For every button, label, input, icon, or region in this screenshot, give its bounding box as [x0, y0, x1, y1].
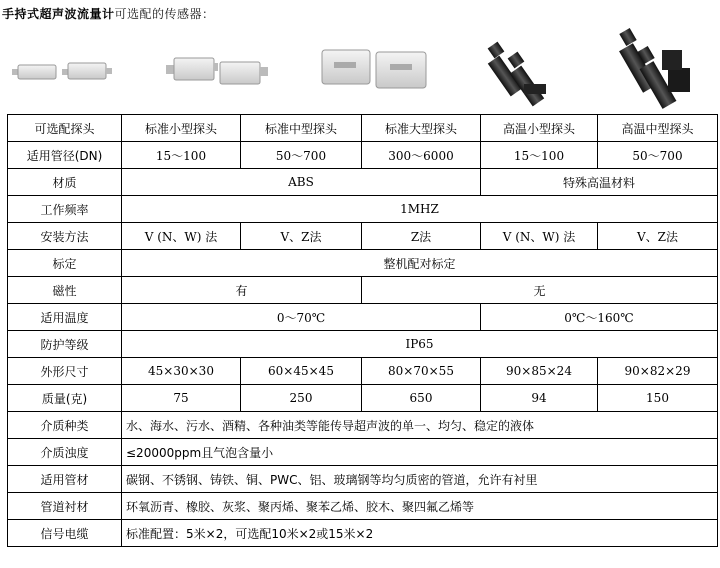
- table-cell: 300～6000: [362, 142, 481, 169]
- table-row: [8, 223, 718, 250]
- table-row: [8, 385, 718, 412]
- column-header: 标准大型探头: [362, 115, 481, 142]
- table-cell: 有: [122, 277, 362, 304]
- table-cell: 环氧沥青、橡胶、灰浆、聚丙烯、聚苯乙烯、胶木、聚四氟乙烯等: [122, 493, 718, 520]
- sensor-large-standard: [322, 50, 426, 88]
- table-cell: 0～70℃: [122, 304, 481, 331]
- table-cell: 45×30×30: [122, 358, 241, 385]
- row-label: 适用管材: [8, 466, 122, 493]
- row-label: 介质种类: [8, 412, 122, 439]
- table-row: [8, 196, 718, 223]
- table-row: [8, 250, 718, 277]
- table-cell: 1MHZ: [122, 196, 718, 223]
- table-cell: 水、海水、污水、酒精、各种油类等能传导超声波的单一、均匀、稳定的液体: [122, 412, 718, 439]
- page-title: [2, 5, 215, 22]
- row-label: 质量(克): [8, 385, 122, 412]
- title-rest: 可选配的传感器：: [114, 7, 215, 21]
- table-cell: 60×45×45: [241, 358, 362, 385]
- table-cell: V、Z法: [241, 223, 362, 250]
- sensor-small-hightemp: [488, 42, 546, 107]
- sensor-medium-hightemp: [619, 28, 690, 109]
- column-header: 标准小型探头: [122, 115, 241, 142]
- column-header: 标准中型探头: [241, 115, 362, 142]
- table-cell: 50～700: [598, 142, 718, 169]
- table-cell: 94: [481, 385, 598, 412]
- table-cell: 无: [362, 277, 718, 304]
- table-row: [8, 304, 718, 331]
- column-header: 高温小型探头: [481, 115, 598, 142]
- table-row: [8, 358, 718, 385]
- sensor-small-standard: [12, 63, 112, 79]
- sensor-spec-table: [7, 114, 718, 547]
- table-cell: 碳钢、不锈钢、铸铁、铜、PWC、铝、玻璃钢等均匀质密的管道，允许有衬里: [122, 466, 718, 493]
- row-label: 信号电缆: [8, 520, 122, 547]
- table-cell: V、Z法: [598, 223, 718, 250]
- table-cell: ABS: [122, 169, 481, 196]
- table-cell: 150: [598, 385, 718, 412]
- table-row: [8, 493, 718, 520]
- sensor-medium-standard: [166, 58, 268, 84]
- table-cell: V (N、W) 法: [122, 223, 241, 250]
- table-row: [8, 520, 718, 547]
- row-label: 工作频率: [8, 196, 122, 223]
- row-label: 介质浊度: [8, 439, 122, 466]
- row-label: 安装方法: [8, 223, 122, 250]
- table-cell: V (N、W) 法: [481, 223, 598, 250]
- row-label: 可选配探头: [8, 115, 122, 142]
- row-label: 标定: [8, 250, 122, 277]
- row-label: 适用温度: [8, 304, 122, 331]
- sensor-photos: [0, 22, 720, 114]
- row-label: 磁性: [8, 277, 122, 304]
- table-cell: 特殊高温材料: [481, 169, 718, 196]
- table-cell: 250: [241, 385, 362, 412]
- table-cell: 75: [122, 385, 241, 412]
- table-row: [8, 466, 718, 493]
- table-cell: ≤20000ppm且气泡含量小: [122, 439, 718, 466]
- row-label: 外形尺寸: [8, 358, 122, 385]
- table-cell: Z法: [362, 223, 481, 250]
- table-row: [8, 331, 718, 358]
- title-bold: 手持式超声波流量计: [2, 7, 115, 21]
- row-label: 管道衬材: [8, 493, 122, 520]
- table-row: [8, 439, 718, 466]
- table-row: [8, 169, 718, 196]
- table-cell: 15～100: [122, 142, 241, 169]
- table-cell: 650: [362, 385, 481, 412]
- table-cell: 50～700: [241, 142, 362, 169]
- column-header: 高温中型探头: [598, 115, 718, 142]
- table-cell: IP65: [122, 331, 718, 358]
- table-cell: 整机配对标定: [122, 250, 718, 277]
- table-cell: 90×82×29: [598, 358, 718, 385]
- table-cell: 标准配置：5米×2，可选配10米×2或15米×2: [122, 520, 718, 547]
- table-cell: 80×70×55: [362, 358, 481, 385]
- table-row: [8, 277, 718, 304]
- row-label: 防护等级: [8, 331, 122, 358]
- table-row: [8, 412, 718, 439]
- table-cell: 0℃～160℃: [481, 304, 718, 331]
- table-row: [8, 115, 718, 142]
- row-label: 材质: [8, 169, 122, 196]
- table-row: [8, 142, 718, 169]
- row-label: 适用管径(DN): [8, 142, 122, 169]
- table-cell: 90×85×24: [481, 358, 598, 385]
- table-cell: 15～100: [481, 142, 598, 169]
